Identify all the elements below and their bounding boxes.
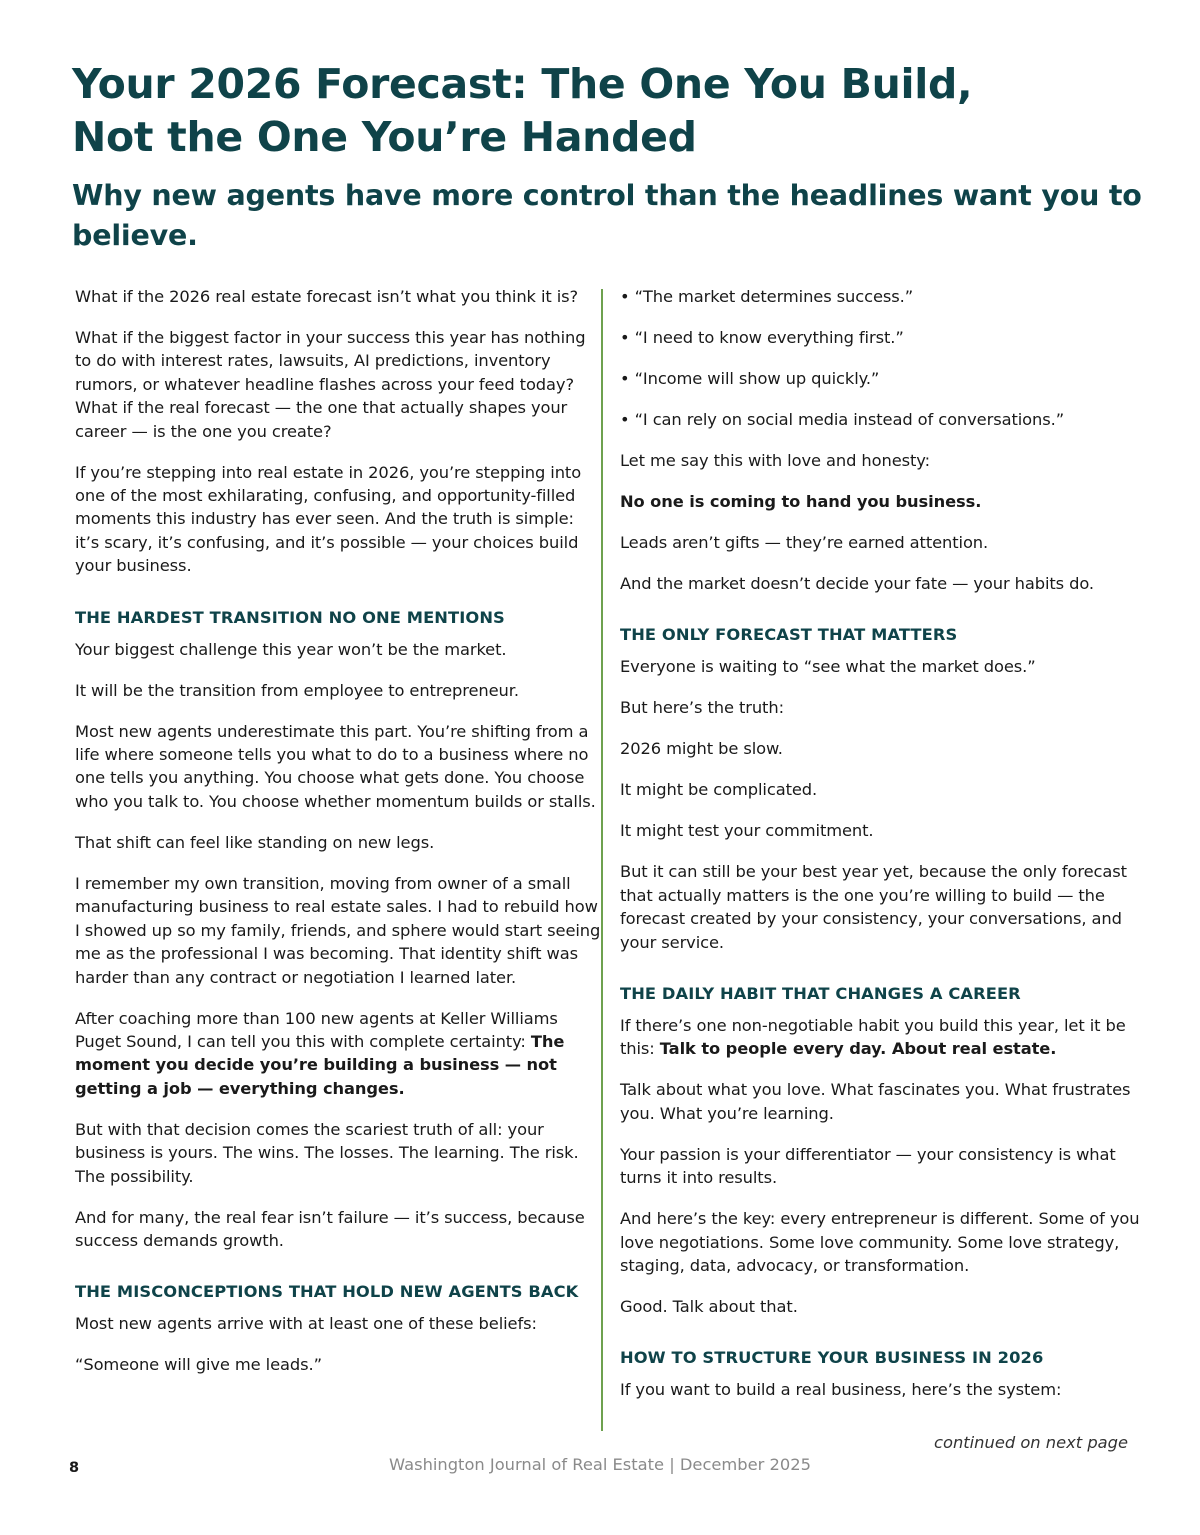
- section-heading: THE HARDEST TRANSITION NO ONE MENTIONS: [75, 607, 505, 627]
- column-divider: [601, 289, 603, 1431]
- section-heading: THE DAILY HABIT THAT CHANGES A CAREER: [620, 984, 1021, 1004]
- paragraph: I remember my own transition, moving from owner of a small manufacturing business to real estate sales. I had to rebuild how I showed up so my family, friends, and sphere would start seeing me as the professional I was becoming. That identity shift was harder than any contract or negotiation I learned later.: [75, 873, 601, 987]
- paragraph-text: After coaching more than 100 new agents at Keller Williams Puget Sound, I can tell you this with complete certainty:: [75, 1008, 558, 1051]
- article-title: [72, 58, 1152, 164]
- paragraph: Talk about what you love. What fascinates you. What frustrates you. What you’re learning.: [620, 1080, 1131, 1123]
- paragraph: And here’s the key: every entrepreneur is different. Some of you love negotiations. Some love community. Some love strategy, staging, data, advocacy, or transformation.: [620, 1209, 1140, 1276]
- paragraph: It might test your commitment.: [620, 821, 874, 841]
- bullet-item: • “I can rely on social media instead of conversations.”: [620, 410, 1065, 429]
- bold-statement: The moment you decide you’re building a business — not getting a job — everything changes.: [75, 1031, 565, 1098]
- paragraph: But with that decision comes the scariest truth of all: your business is yours. The wins. The losses. The learning. The risk. The possibility.: [75, 1119, 579, 1186]
- paragraph: Most new agents underestimate this part. You’re shifting from a life where someone tells you what to do to a business where no one tells you anything. You choose what gets done. You choose who you talk to. You choose whether momentum builds or stalls.: [75, 721, 596, 811]
- paragraph: Your biggest challenge this year won’t be the market.: [75, 639, 507, 659]
- article-subtitle: Why new agents have more control than the headlines want you to believe.: [72, 179, 1142, 252]
- paragraph: It will be the transition from employee to entrepreneur.: [75, 680, 519, 700]
- bullet-item: • “Income will show up quickly.”: [620, 369, 880, 388]
- paragraph: But here’s the truth:: [620, 698, 784, 718]
- paragraph: What if the 2026 real estate forecast isn’t what you think it is?: [75, 287, 579, 306]
- paragraph: Your passion is your differentiator — your consistency is what turns it into results.: [620, 1144, 1116, 1188]
- paragraph: [620, 1014, 1150, 1061]
- paragraph: “Someone will give me leads.”: [75, 1355, 322, 1375]
- paragraph-text: If there’s one non-negotiable habit you build this year, let it be this:: [620, 1016, 1126, 1059]
- bold-statement: Talk to people every day. About real estate.: [659, 1039, 1057, 1059]
- left-column: [75, 285, 603, 1394]
- page-number: 8: [69, 1460, 80, 1476]
- paragraph: And for many, the real fear isn’t failure — it’s success, because success demands growth.: [75, 1207, 585, 1250]
- title-line-1: Your 2026 Forecast: The One You Build,: [72, 60, 973, 108]
- paragraph: That shift can feel like standing on new legs.: [75, 832, 435, 852]
- paragraph: But it can still be your best year yet, because the only forecast that actually matters is the one you’re willing to build — the forecast created by your consistency, your conversations, and your service.: [620, 862, 1127, 952]
- paragraph: Leads aren’t gifts — they’re earned attention.: [620, 533, 989, 552]
- section-heading: HOW TO STRUCTURE YOUR BUSINESS IN 2026: [620, 1348, 1044, 1368]
- paragraph: Let me say this with love and honesty:: [620, 451, 931, 470]
- paragraph: And the market doesn’t decide your fate — your habits do.: [620, 574, 1095, 593]
- bullet-item: • “The market determines success.”: [620, 287, 914, 306]
- section-heading: THE ONLY FORECAST THAT MATTERS: [620, 625, 958, 645]
- paragraph: It might be complicated.: [620, 780, 818, 800]
- bold-statement: No one is coming to hand you business.: [620, 492, 982, 511]
- paragraph: Everyone is waiting to “see what the market does.”: [620, 657, 1036, 677]
- section-heading: THE MISCONCEPTIONS THAT HOLD NEW AGENTS BACK: [75, 1282, 579, 1302]
- paragraph: [75, 1007, 603, 1101]
- paragraph: If you’re stepping into real estate in 2026, you’re stepping into one of the most exhilarating, confusing, and opportunity-filled moments this industry has ever seen. And the truth is simple: it’s scary, it’s confusing, and it’s possible — your choices build your business.: [75, 462, 582, 576]
- right-column: [620, 285, 1150, 1419]
- bullet-item: • “I need to know everything first.”: [620, 328, 904, 347]
- paragraph: If you want to build a real business, here’s the system:: [620, 1380, 1062, 1400]
- publication-footer: Washington Journal of Real Estate | December 2025: [389, 1455, 811, 1474]
- continued-note: continued on next page: [934, 1433, 1128, 1452]
- title-line-2: Not the One You’re Handed: [72, 113, 697, 161]
- paragraph: 2026 might be slow.: [620, 739, 783, 759]
- paragraph: What if the biggest factor in your success this year has nothing to do with interest rates, lawsuits, AI predictions, inventory rumors, or whatever headline flashes across your feed today? What if the real forecast — the one that actually shapes your career — is the one you create?: [75, 328, 586, 441]
- paragraph: Good. Talk about that.: [620, 1297, 798, 1317]
- paragraph: Most new agents arrive with at least one of these beliefs:: [75, 1314, 537, 1334]
